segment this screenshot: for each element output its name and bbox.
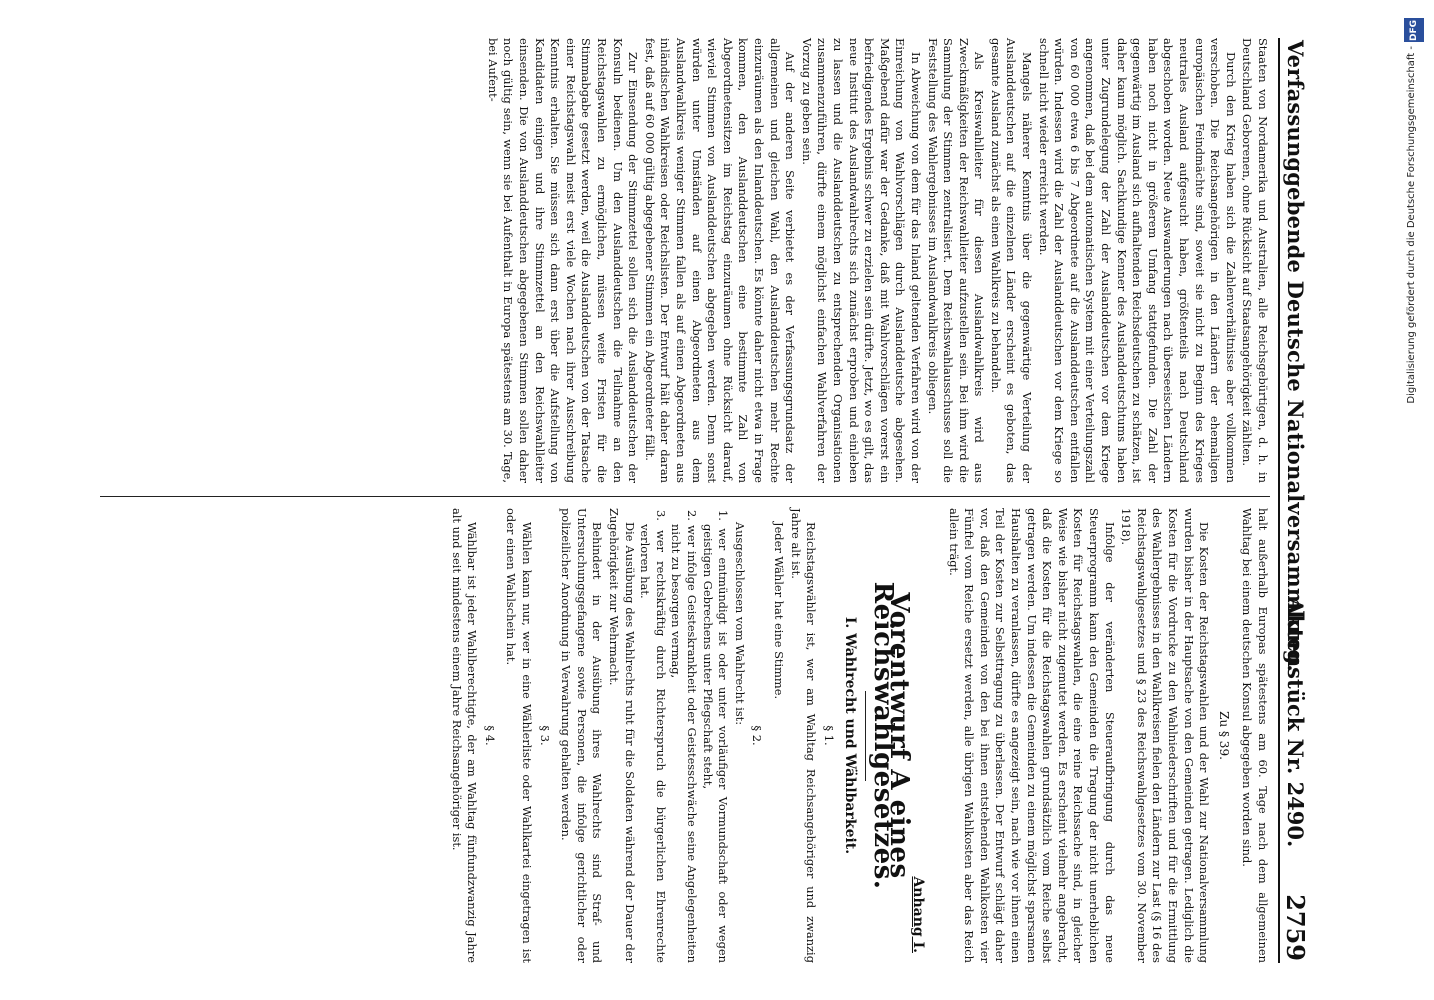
exclusion-list-item: 2. wer infolge Geisteskrankheit oder Geistesschwäche seine Angelegenheiten nicht zu besorgen vermag,: [669, 510, 699, 963]
appendix-label: Anhang I.: [910, 876, 927, 953]
paragraph-1-text: Reichstagswähler ist, wer am Wahltag Reichsangehöriger und zwanzig Jahre alt ist.: [788, 508, 819, 963]
digitization-credit: [1400, 10, 1428, 990]
header-document-reference: Aktenstück Nr. 2490.: [1283, 598, 1308, 848]
paragraph-3-text: Wählen kann nur, wer in eine Wählerliste oder Wahlkartei eingetragen ist oder einen Wahlschein hat.: [504, 508, 535, 963]
paragraph-2-text: Behindert in der Ausübung ihres Wahlrechts sind Straf- und Untersuchungsgefangene sowie Personen, die infolge gerichtlicher oder polizeilicher Anordnung in Verwahrung gehalten werden.: [559, 508, 605, 963]
title-rule: [865, 691, 866, 781]
header-title: Verfassunggebende Deutsche Nationalversammlung.: [1283, 40, 1308, 672]
left-paragraph: Als Kreiswahlleiter für diesen Auslandwahlkreis wird aus Zweckmäßigkeiten der Reichswahlleiter aufzustellen sein. Bei ihm wird die Sammlung der Stimmen zentralisiert. Dem Reichswahlausschusse soll die Feststellung des Wahlergebnisses im Auslandwahlkreis obliegen.: [925, 38, 987, 483]
left-paragraph: In Abweichung von dem für das Inland geltenden Verfahren wird von der Einreichung von Wahlvorschlägen durch Auslanddeutsche abgesehen. Maßgebend dafür war der Gedanke, daß mit Wahlvorschlägen vorerst ein befriedigendes Ergebnis schwer zu erzielen sein dürfte. Jetzt, wo es gilt, das neue Institut des Auslandwahlrechts sich zunächst erproben und einleben zu lassen und die Auslanddeutschen zu entsprechenden Organisationen zusammenzuführen, dürfte einem möglichst einfachen Wahlverfahren der Vorzug zu geben sein.: [799, 38, 923, 483]
dfg-logo: DFG: [1404, 18, 1424, 42]
page-header: [1278, 38, 1314, 963]
section-39-heading: Zu § 39.: [1216, 711, 1231, 760]
exclusion-list-item: 1. wer entmündigt ist oder unter vorläufiger Vormundschaft oder wegen geistigen Gebrechens unter Pflegschaft steht,: [700, 510, 731, 963]
rotated-document-page: [96, 38, 1314, 963]
section-39-paragraph: Infolge der veränderten Steueraufbringung durch das neue Steuerprogramm kann den Gemeinden die Tragung der nicht unerheblichen Kosten für Reichstagswahlen, die eine reine Reichssache sind, in gleicher Weise wie bisher nicht zugemutet werden. Es erscheint vielmehr angebracht, daß die Kosten für die Reichstagswahlen grundsätzlich vom Reiche selbst getragen werden. Um indessen die Gemeinden zu einem möglichst sparsamen Haushalten zu veranlassen, dürfte es angezeigt sein, nach wie vor ihnen einen Teil der Kosten zur Selbsttragung zu überlassen. Der Entwurf schlägt daher vor, daß den Gemeinden von den bei ihnen entstehenden Wahlkosten vier Fünftel vom Reiche ersetzt werden, alle übrigen Wahlkosten aber das Reich allein trägt.: [946, 508, 1117, 963]
exclusion-list-item: 3. wer rechtskräftig durch Richterspruch die bürgerlichen Ehrenrechte verloren hat.: [638, 510, 668, 963]
paragraph-3-heading: § 3.: [537, 725, 552, 746]
paragraph-1-heading: § 1.: [821, 725, 836, 746]
paragraph-2-heading: § 2.: [750, 725, 765, 746]
left-paragraph: Auf der anderen Seite verbietet es der Verfassungsgrundsatz der allgemeinen und gleichen Wahl, den Auslanddeutschen mehr Rechte einzuräumen als den Inlanddeutschen. Es könnte daher nicht etwa in Frage kommen, den Auslanddeutschen eine bestimmte Zahl von Abgeordnetensitzen im Reichstag einzuräumen ohne Rücksicht darauf, wieviel Stimmen von Auslanddeutschen abgegeben werden. Denn sonst würden unter Umständen auf einen Abgeordneten aus dem Auslandwahlkreis weniger Stimmen fallen als auf einen Abgeordneten aus inländischen Wahlkreisen oder Reichslisten. Der Entwurf hält daher daran fest, daß auf 60 000 gültig abgegebener Stimmen ein Abgeordneter fällt.: [642, 38, 798, 483]
part-title: I. Wahlrecht und Wählbarkeit.: [842, 616, 859, 855]
left-paragraph: Staaten von Nordamerika und Australien, alle Reichsgebürtigen, d. h. in Deutschland Geborenen, ohne Rücksicht auf Staatsangehörigkeit zählten.: [1240, 38, 1270, 483]
left-paragraph: Zur Einsendung der Stimmzettel sollen sich die Auslanddeutschen der Konsuln bedienen. Um den Auslanddeutschen die Teilnahme an den Reichstagswahlen zu ermöglichen, müssen weite Fristen für die Stimmabgabe gesetzt werden, weil die Auslanddeutschen von der Tatsache einer Reichstagswahl meist erst viele Wochen nach ihrer Ausschreibung Kenntnis erhalten. Sie müssen sich dann erst über die Aufstellung von Kandidaten einigen und ihre Stimmzettel an den Reichswahlleiter einsenden. Die von Auslanddeutschen abgegebenen Stimmen sollen daher noch gültig sein, wenn sie bei Aufenthalt in Europa spätestens am 30. Tage, bei Aufent-: [485, 38, 641, 483]
draft-law-title: Vorentwurf A eines Reichswahlgesetzes.: [867, 581, 914, 890]
paragraph-2-intro: Ausgeschlossen vom Wahlrecht ist:: [732, 522, 747, 726]
paragraph-1-text: Jeder Wähler hat eine Stimme.: [771, 522, 786, 700]
paragraph-4-text: Wählbar ist jeder Wahlberechtigte, der am Wahltag fünfundzwanzig Jahre alt und seit mindestens einem Jahre Reichsangehöriger ist.: [449, 508, 480, 963]
right-column: [447, 508, 1270, 963]
paragraph-2-text: Die Ausübung des Wahlrechts ruht für die Soldaten während der Dauer der Zugehörigkeit zur Wehrmacht.: [607, 508, 637, 963]
right-intro-paragraph: halt außerhalb Europas spätestens am 60. Tage nach dem allgemeinen Wahltag bei einem deutschen Konsul abgegeben worden sind.: [1240, 508, 1270, 963]
column-divider: [100, 496, 1270, 497]
section-39-paragraph: Die Kosten der Reichstagswahlen und der Wahl zur Nationalversammlung wurden bisher in der Hauptsache von den Gemeinden getragen. Lediglich die Kosten für die Vordrucke zu den Wahlniederschriften und für die Ermittlung des Wahlergebnisses in den Wahlkreisen fielen den Ländern zur Last (§ 16 des Reichstagswahlgesetzes und § 23 des Reichswahlgesetzes vom 30. November 1918).: [1119, 508, 1212, 963]
left-paragraph: Durch den Krieg haben sich die Zahlenverhältnisse aber vollkommen verschoben. Die Reichsangehörigen in den Ländern der ehemaligen europäischen Feindmächte sind, soweit sie nicht zu Beginn des Krieges neutrales Ausland aufgesucht haben, größtenteils nach Deutschland abgeschoben worden. Neue Auswanderungen nach überseeischen Ländern haben noch nicht in größerem Umfang stattgefunden. Die Zahl der gegenwärtig im Ausland sich aufhaltenden Reichsdeutschen zu schätzen, ist daher kaum möglich. Sachkundige Kenner des Auslanddeutschtums haben unter Zugrundelegung der Zahl der Auslanddeutschen vor dem Kriege angenommen, daß bei dem automatischen System mit einer Verteilungszahl von 60 000 etwa 6 bis 7 Abgeordnete auf die Auslanddeutschen entfallen würden. Indessen wird die Zahl der Auslanddeutschen vor dem Kriege so schnell nicht wieder erreicht werden.: [1036, 38, 1238, 483]
left-column: [483, 38, 1270, 483]
left-paragraph: Mangels näherer Kenntnis über die gegenwärtige Verteilung der Auslanddeutschen auf die einzelnen Länder erscheint es geboten, das gesamte Ausland zunächst als einen Wahlkreis zu behandeln.: [988, 38, 1035, 483]
credit-text: Digitalisierung gefördert durch die Deutsche Forschungsgemeinschaft -: [1406, 46, 1417, 404]
page-number: 2759: [1281, 894, 1310, 961]
paragraph-4-heading: § 4.: [482, 725, 497, 746]
